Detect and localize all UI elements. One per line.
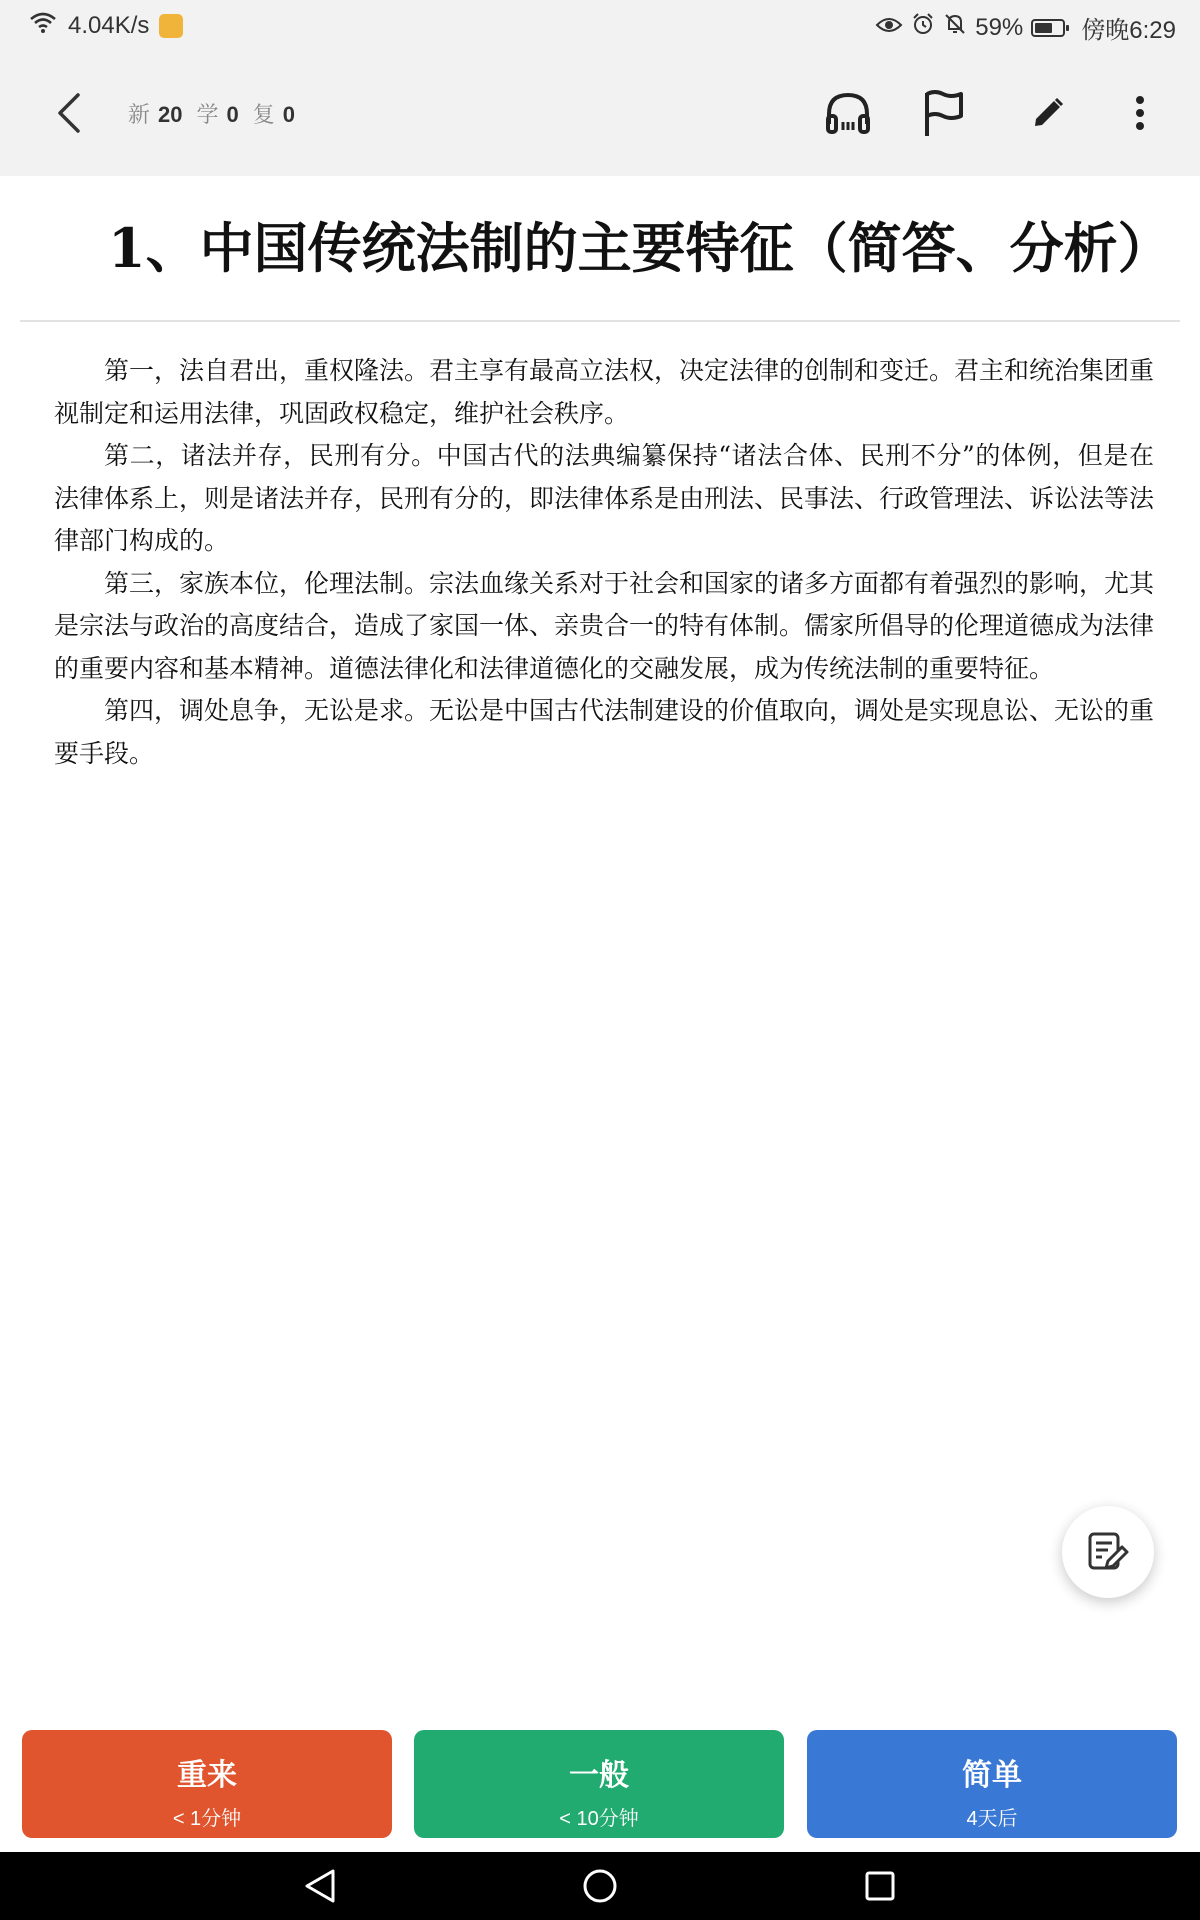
- edit-note-icon: [1086, 1530, 1130, 1574]
- whiteboard-fab[interactable]: [1062, 1506, 1154, 1598]
- card-title: 1、中国传统法制的主要特征（简答、分析）: [108, 216, 1172, 280]
- back-arrow-icon: [54, 91, 84, 135]
- easy-label: 简单: [962, 1759, 1022, 1792]
- learn-count-value: 0: [226, 102, 239, 127]
- easy-button[interactable]: [807, 1730, 1177, 1838]
- more-options-button[interactable]: [1112, 85, 1168, 141]
- learn-count-label: 学: [196, 102, 219, 127]
- nav-recents-icon: [864, 1870, 896, 1902]
- new-count-label: 新: [128, 102, 151, 127]
- again-interval: < 1分钟: [172, 1808, 242, 1830]
- review-count-label: 复: [252, 102, 275, 127]
- answer-paragraph: 第三，家族本位，伦理法制。宗法血缘关系对于社会和国家的诸多方面都有着强烈的影响，尤其是宗法与政治的高度结合，造成了家国一体、亲贵合一的特有体制。儒家所倡导的伦理道德成为法律的重要内容和基本精神。道德法律化和法律道德化的交融发展，成为传统法制的重要特征。: [54, 568, 1155, 683]
- headphones-icon: [824, 90, 872, 136]
- card-answer: [54, 350, 1154, 775]
- battery-icon: [1031, 19, 1065, 37]
- back-button[interactable]: [44, 88, 94, 138]
- wifi-icon: [28, 10, 58, 41]
- app-notification-icon: [159, 14, 183, 38]
- mute-icon: [943, 12, 967, 43]
- battery-percent: 59%: [975, 13, 1024, 41]
- top-toolbar: [0, 50, 1200, 176]
- audio-button[interactable]: [820, 85, 876, 141]
- answer-paragraph: 第四，调处息争，无讼是求。无讼是中国古代法制建设的价值取向，调处是实现息讼、无讼的重要手段。: [54, 696, 1155, 768]
- good-button[interactable]: [414, 1730, 784, 1838]
- nav-home-button[interactable]: [580, 1866, 620, 1906]
- answer-paragraph: 第一，法自君出，重权隆法。君主享有最高立法权，决定法律的创制和变迁。君主和统治集团重视制定和运用法律，巩固政权稳定，维护社会秩序。: [54, 356, 1155, 428]
- eye-icon: [875, 14, 903, 42]
- system-nav-bar: [0, 1852, 1200, 1920]
- flag-button[interactable]: [915, 85, 971, 141]
- flag-icon: [921, 88, 965, 138]
- answer-paragraph: 第二，诸法并存，民刑有分。中国古代的法典编纂保持“诸法合体、民刑不分”的体例，但是在法律体系上，则是诸法并存，民刑有分的，即法律体系是由刑法、民事法、行政管理法、诉讼法等法律部门构成的。: [54, 441, 1155, 555]
- nav-recents-button[interactable]: [860, 1866, 900, 1906]
- easy-interval: 4天后: [966, 1808, 1018, 1830]
- nav-back-icon: [303, 1868, 337, 1904]
- nav-home-icon: [582, 1868, 618, 1904]
- good-interval: < 10分钟: [559, 1808, 639, 1830]
- clock: 傍晚6:29: [1081, 17, 1176, 44]
- again-button[interactable]: [22, 1730, 392, 1838]
- divider: [20, 320, 1180, 322]
- card-counts: [128, 98, 301, 129]
- alarm-icon: [911, 12, 935, 43]
- good-label: 一般: [569, 1759, 629, 1792]
- edit-button[interactable]: [1020, 85, 1076, 141]
- new-count-value: 20: [158, 102, 183, 127]
- nav-back-button[interactable]: [300, 1866, 340, 1906]
- network-speed: 4.04K/s: [68, 11, 150, 39]
- review-count-value: 0: [282, 102, 296, 127]
- again-label: 重来: [177, 1759, 237, 1792]
- more-vert-icon: [1134, 95, 1146, 131]
- status-bar: [0, 0, 1200, 50]
- pencil-icon: [1031, 96, 1065, 130]
